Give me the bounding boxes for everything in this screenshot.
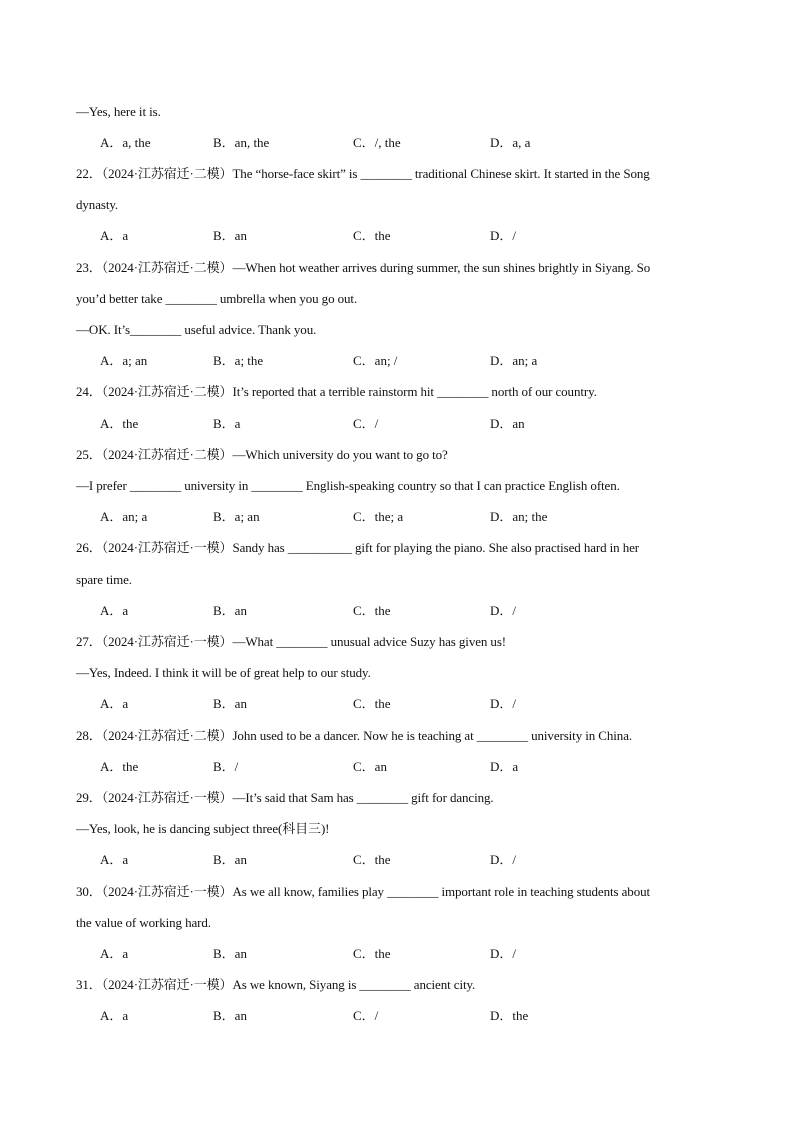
q24-options xyxy=(0,416,794,432)
option-c: C．/ xyxy=(353,1008,379,1023)
q23-response: —OK. It’s________ useful advice. Thank you. xyxy=(76,322,317,337)
option-a: A．a xyxy=(100,603,129,618)
option-d: D．a xyxy=(490,759,519,774)
q22-options xyxy=(0,228,794,244)
option-d: D．the xyxy=(490,1008,529,1023)
option-a: A．the xyxy=(100,416,139,431)
option-b: B．a; an xyxy=(213,509,260,524)
option-b: B．an xyxy=(213,852,247,867)
option-d: D．an; the xyxy=(490,509,548,524)
option-a: A．a xyxy=(100,946,129,961)
option-a: A．a xyxy=(100,696,129,711)
option-c: C．an; / xyxy=(353,353,398,368)
q28-options xyxy=(0,759,794,775)
option-c: C．the xyxy=(353,228,391,243)
q21-options xyxy=(0,135,794,151)
q25-options xyxy=(0,509,794,525)
q21-response: —Yes, here it is. xyxy=(76,104,161,119)
q29-options xyxy=(0,852,794,868)
q24-stem: 24．（2024·江苏宿迁·二模）It’s reported that a terrible rainstorm hit ________ north of our country. xyxy=(76,384,597,399)
option-c: C．/, the xyxy=(353,135,401,150)
q31-options xyxy=(0,1008,794,1024)
option-d: D．/ xyxy=(490,852,517,867)
q23-stem: 23．（2024·江苏宿迁·二模）—When hot weather arrives during summer, the sun shines brightly in Siyang. So xyxy=(76,260,651,275)
option-b: B．an, the xyxy=(213,135,270,150)
option-d: D．/ xyxy=(490,946,517,961)
q26-options xyxy=(0,603,794,619)
option-c: C．the xyxy=(353,852,391,867)
option-d: D．/ xyxy=(490,603,517,618)
q30-stem: 30．（2024·江苏宿迁·一模）As we all know, families play ________ important role in teaching students about xyxy=(76,884,651,899)
option-a: A．a; an xyxy=(100,353,148,368)
option-d: D．a, a xyxy=(490,135,531,150)
option-b: B．an xyxy=(213,696,247,711)
option-c: C．the xyxy=(353,603,391,618)
option-d: D．an xyxy=(490,416,525,431)
option-c: C．the; a xyxy=(353,509,404,524)
q22-stem: 22．（2024·江苏宿迁·二模）The “horse-face skirt” is ________ traditional Chinese skirt. It started in the Song xyxy=(76,166,650,181)
q29-response: —Yes, look, he is dancing subject three(科目三)! xyxy=(76,821,330,836)
option-b: B．/ xyxy=(213,759,239,774)
q30-stem-cont: the value of working hard. xyxy=(76,915,211,930)
option-c: C．the xyxy=(353,696,391,711)
option-a: A．a xyxy=(100,852,129,867)
q27-options xyxy=(0,696,794,712)
q23-options xyxy=(0,353,794,369)
option-c: C．the xyxy=(353,946,391,961)
q27-response: —Yes, Indeed. I think it will be of great help to our study. xyxy=(76,665,371,680)
option-b: B．an xyxy=(213,946,247,961)
option-a: A．a, the xyxy=(100,135,151,150)
option-c: C．/ xyxy=(353,416,379,431)
q28-stem: 28．（2024·江苏宿迁·二模）John used to be a dancer. Now he is teaching at ________ university in China. xyxy=(76,728,633,743)
q26-stem: 26．（2024·江苏宿迁·一模）Sandy has __________ gift for playing the piano. She also practised hard in her xyxy=(76,540,640,555)
option-b: B．an xyxy=(213,1008,247,1023)
q27-stem: 27．（2024·江苏宿迁·一模）—What ________ unusual advice Suzy has given us! xyxy=(76,634,507,649)
option-d: D．/ xyxy=(490,696,517,711)
option-a: A．a xyxy=(100,1008,129,1023)
option-b: B．a; the xyxy=(213,353,264,368)
option-d: D．an; a xyxy=(490,353,538,368)
q30-options xyxy=(0,946,794,962)
q26-stem-cont: spare time. xyxy=(76,572,132,587)
q23-stem-cont: you’d better take ________ umbrella when you go out. xyxy=(76,291,358,306)
q25-stem: 25．（2024·江苏宿迁·二模）—Which university do you want to go to? xyxy=(76,447,448,462)
option-c: C．an xyxy=(353,759,387,774)
option-d: D．/ xyxy=(490,228,517,243)
q31-stem: 31．（2024·江苏宿迁·一模）As we known, Siyang is ________ ancient city. xyxy=(76,977,476,992)
q22-stem-cont: dynasty. xyxy=(76,197,119,212)
option-b: B．an xyxy=(213,228,247,243)
option-b: B．a xyxy=(213,416,241,431)
option-a: A．a xyxy=(100,228,129,243)
option-b: B．an xyxy=(213,603,247,618)
option-a: A．an; a xyxy=(100,509,148,524)
q25-response: —I prefer ________ university in ________ English-speaking country so that I can practice English often. xyxy=(76,478,620,493)
q29-stem: 29．（2024·江苏宿迁·一模）—It’s said that Sam has ________ gift for dancing. xyxy=(76,790,494,805)
option-a: A．the xyxy=(100,759,139,774)
